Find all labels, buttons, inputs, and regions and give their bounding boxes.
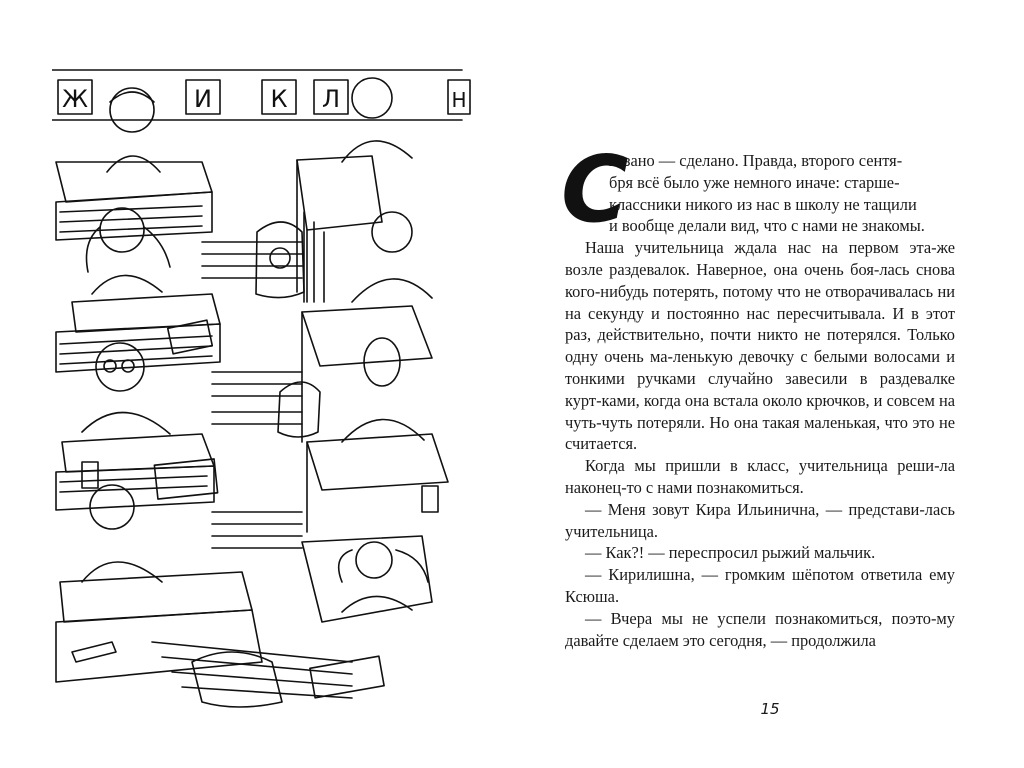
classroom-illustration — [52, 62, 472, 712]
board-letter-5: Н — [451, 88, 467, 112]
text-column — [561, 136, 955, 651]
paragraph-1: Наша учительница ждала нас на первом эта-же возле раздевалок. Наверное, она очень боя-лась снова кого-нибудь потерять, потому что не отворачивалась ни на секунду и постоянно нас пересчитывала. И в этот раз, действительно, почти никто не потерялся. Только одну очень ма-ленькую девочку с белыми волосами и тонкими ручками случайно завесили в раздевалке курт-ками, когда она встала около крючков, и совсем на чуть-чуть потеряли. Но она такая маленькая, что это не считается. — [565, 238, 955, 454]
opening-line-2: бря всё было уже немного иначе: старше- — [609, 172, 900, 192]
paragraph-5: — Кирилишна, — громким шёпотом ответила ему Ксюша. — [565, 565, 955, 606]
board-letter-1: Ж — [62, 85, 88, 113]
children — [82, 78, 432, 612]
paragraph-2: Когда мы пришли в класс, учительница реши-ла наконец-то с нами познакомиться. — [565, 456, 955, 497]
backpacks-books — [72, 222, 438, 707]
paragraph-6: — Вчера мы не успели познакомиться, поэто-му давайте сделаем это сегодня, — продолжила — [565, 608, 955, 650]
classroom-drawing — [52, 62, 472, 712]
opening-line-4: и вообще делали вид, что с нами не знакомы. — [609, 216, 925, 236]
opening-line-1: казано — сделано. Правда, второго сентя- — [609, 151, 903, 170]
drop-cap: С — [561, 136, 629, 243]
paragraph-4: — Как?! — переспросил рыжий мальчик. — [585, 543, 876, 563]
board-letter-3: К — [270, 85, 288, 113]
board-letter-4: Л — [321, 85, 341, 113]
board-letter-2: И — [194, 85, 212, 113]
opening-line-3: классники никого из нас в школу не тащили — [609, 194, 917, 214]
left-desks — [56, 162, 262, 682]
paragraph-3: — Меня зовут Кира Ильинична, — представи-лась учительница. — [565, 499, 955, 541]
page-number: 15 — [760, 700, 780, 718]
